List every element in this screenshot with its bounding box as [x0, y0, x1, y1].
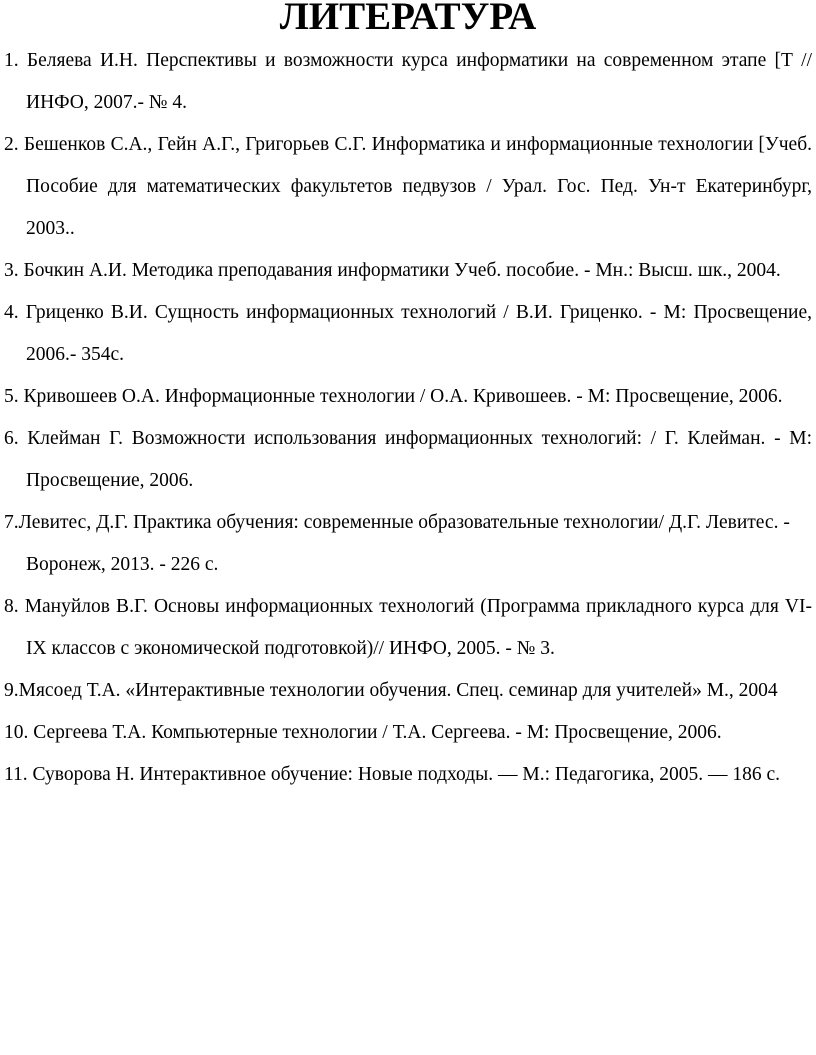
- reference-item-4: 4. Гриценко В.И. Сущность информационных технологий / В.И. Гриценко. - М: Просвещение, 2006.- 354с.: [4, 302, 812, 365]
- page-title: ЛИТЕРАТУРА: [279, 0, 537, 38]
- reference-item-9: 9.Мясоед Т.А. «Интерактивные технологии обучения. Спец. семинар для учителей» М., 2004: [4, 680, 778, 701]
- reference-item-5: 5. Кривошеев О.А. Информационные технологии / О.А. Кривошеев. - М: Просвещение, 2006.: [4, 386, 783, 407]
- reference-item-6: 6. Клейман Г. Возможности использования информационных технологий: / Г. Клейман. - М: Просвещение, 2006.: [4, 428, 812, 491]
- reference-item-7: 7.Левитес, Д.Г. Практика обучения: современные образовательные технологии/ Д.Г. Левитес. - Воронеж, 2013. - 226 с.: [4, 512, 790, 575]
- reference-item-1: 1. Беляева И.Н. Перспективы и возможности курса информатики на современном этапе [Т // ИНФО, 2007.- № 4.: [4, 50, 812, 113]
- reference-item-2: 2. Бешенков С.А., Гейн А.Г., Григорьев С.Г. Информатика и информационные технологии [Учеб. Пособие для математических факультетов педвузов / Урал. Гос. Пед. Ун-т Екатеринбург, 2003..: [4, 134, 812, 239]
- reference-item-8: 8. Мануйлов В.Г. Основы информационных технологий (Программа прикладного курса для VI-IX классов с экономической подготовкой)// ИНФО, 2005. - № 3.: [4, 596, 812, 659]
- reference-item-10: 10. Сергеева Т.А. Компьютерные технологии / Т.А. Сергеева. - М: Просвещение, 2006.: [4, 722, 722, 743]
- reference-item-3: 3. Бочкин А.И. Методика преподавания информатики Учеб. пособие. - Мн.: Высш. шк., 2004.: [4, 260, 781, 281]
- reference-list: [4, 40, 812, 796]
- reference-item-11: 11. Суворова Н. Интерактивное обучение: Новые подходы. — М.: Педагогика, 2005. — 186 с.: [4, 764, 781, 785]
